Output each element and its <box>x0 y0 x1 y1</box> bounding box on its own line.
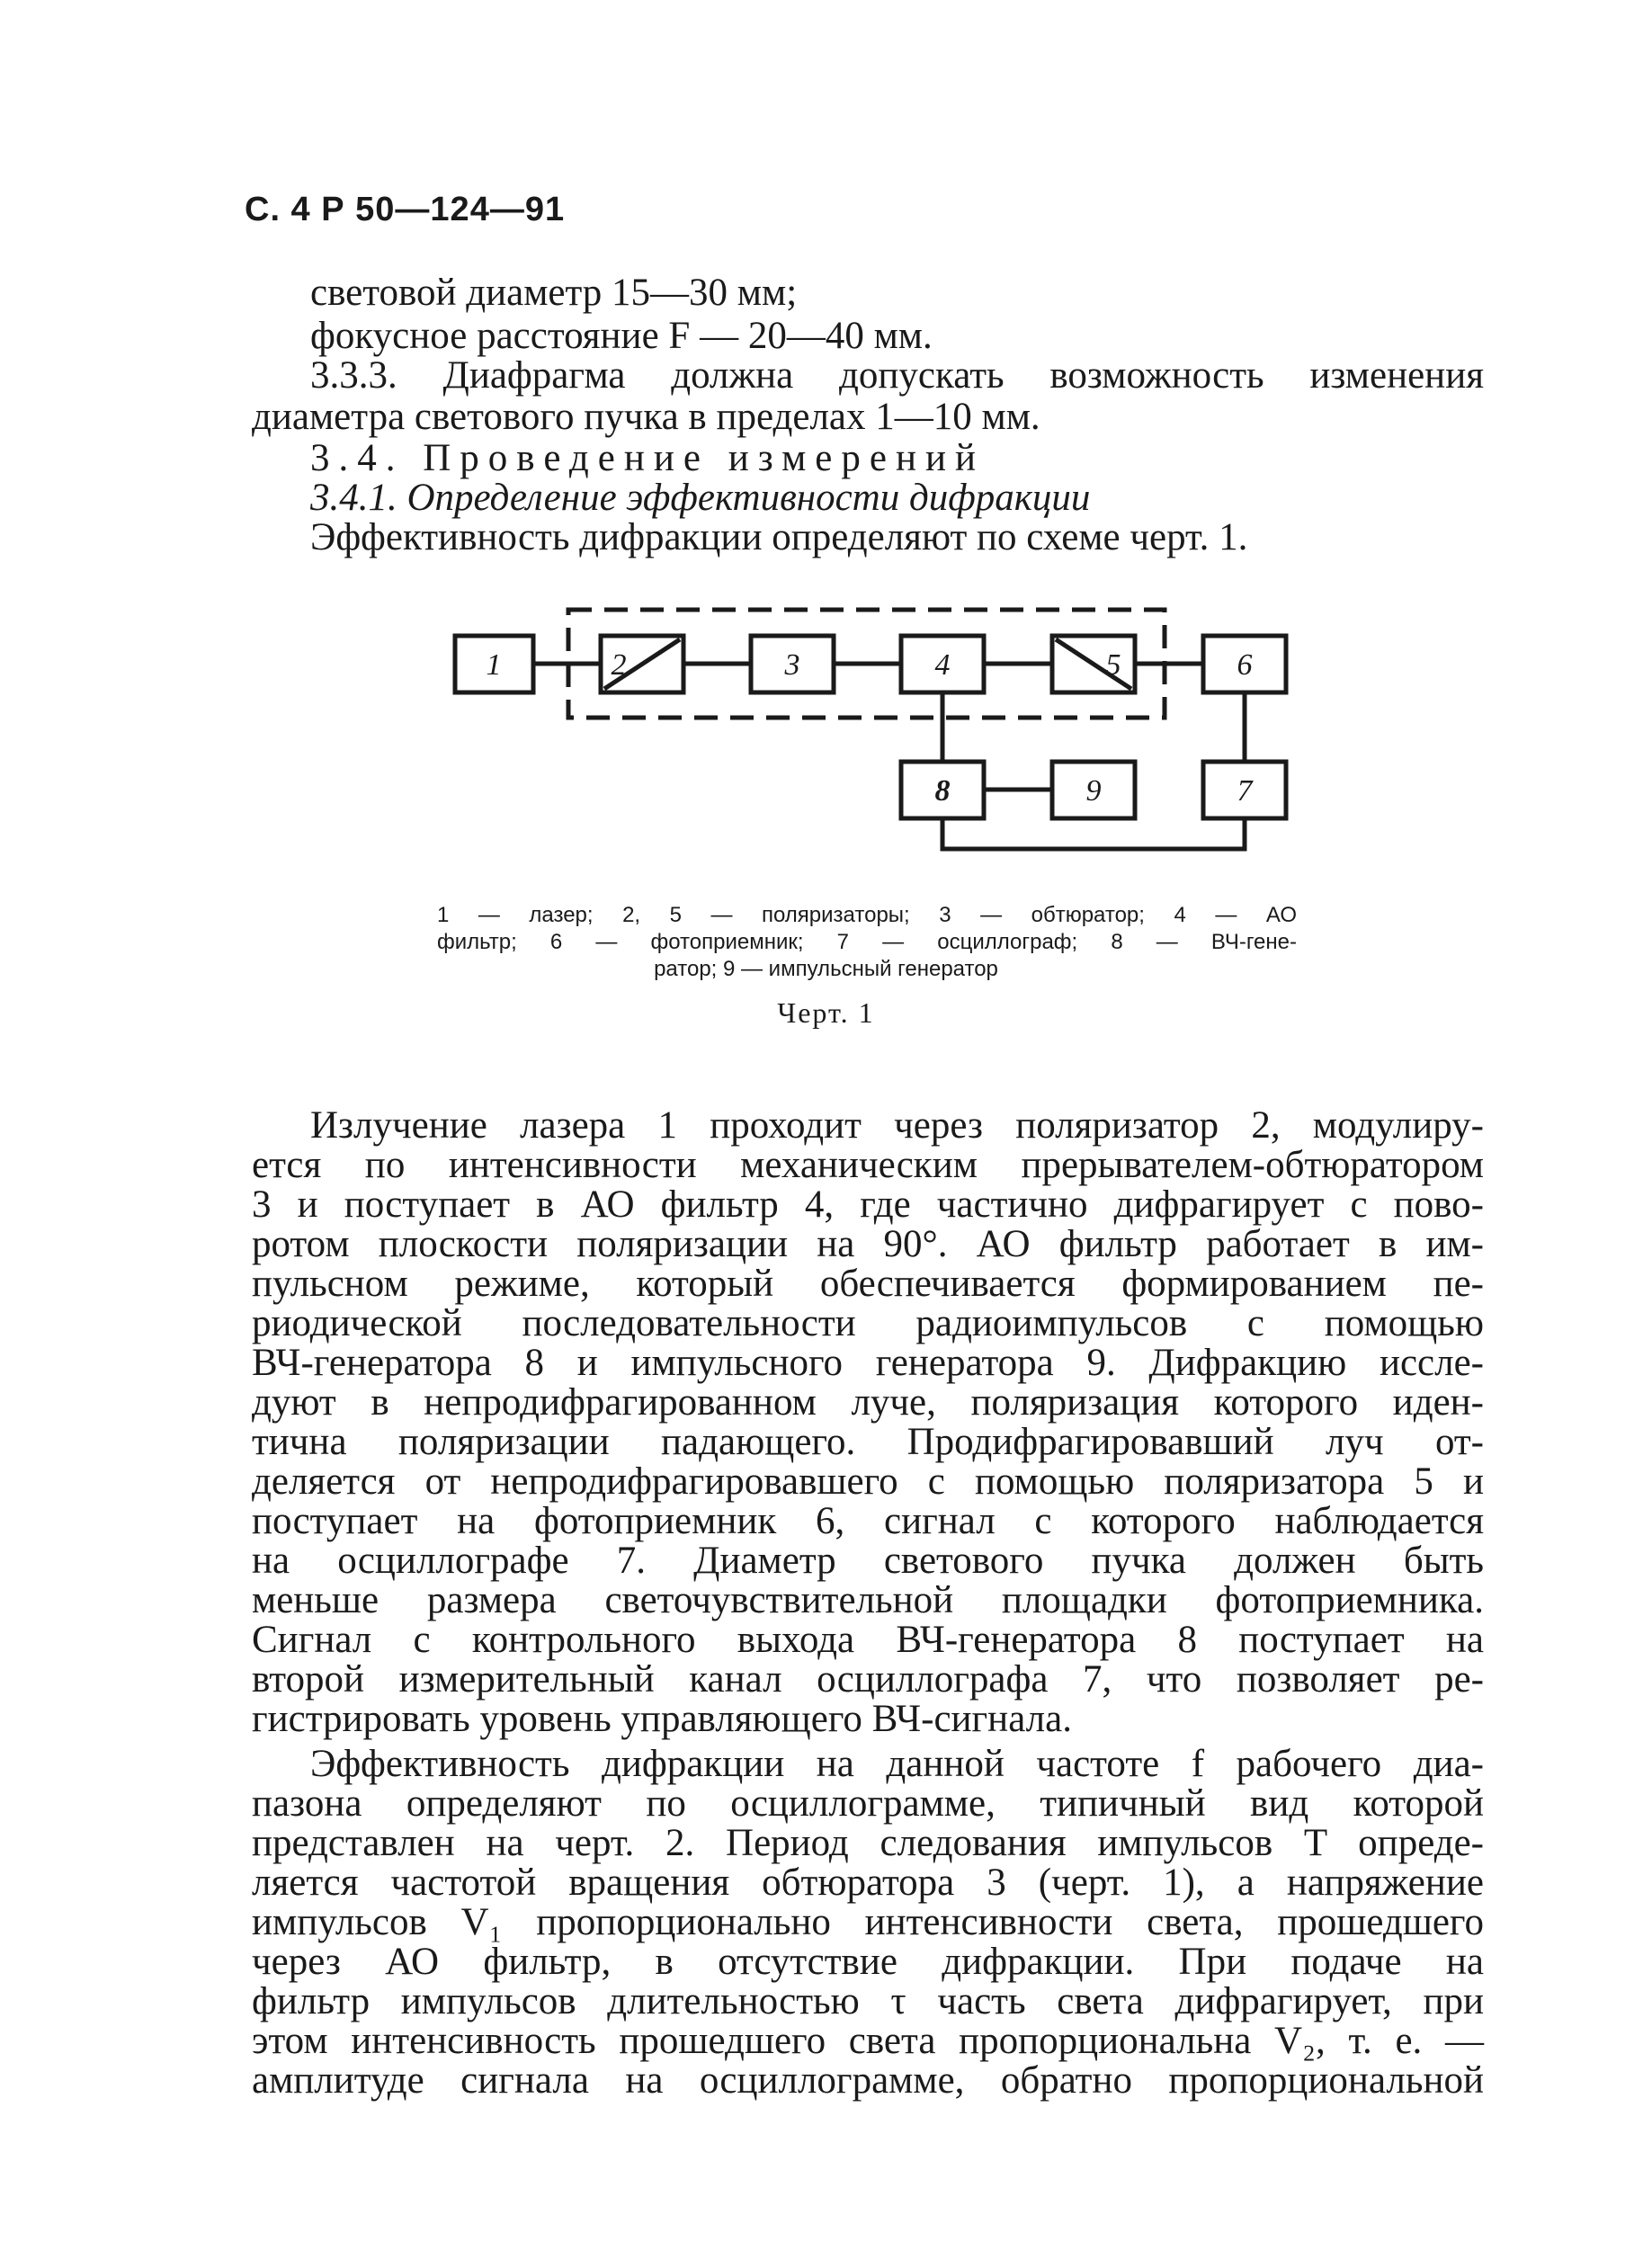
block-label: 1 <box>486 648 502 682</box>
block-label: 7 <box>1237 774 1253 808</box>
text-line: представлен на черт. 2. Период следования импульсов T опреде- <box>252 1822 1484 1864</box>
subsection-heading: 3.4.1. Определение эффективности дифракции <box>310 477 1091 519</box>
text-line: ротом плоскости поляризации на 90°. АО фильтр работает в им- <box>252 1223 1484 1265</box>
text-line: этом интенсивность прошедшего света пропорциональна V₂, т. е. — <box>252 2020 1484 2062</box>
block-label: 3 <box>784 648 800 682</box>
block-label: 9 <box>1085 774 1102 808</box>
text-line: ВЧ-генератора 8 и импульсного генератора 9. Дифракцию иссле- <box>252 1342 1484 1384</box>
figure-caption-line: 1 — лазер; 2, 5 — поляризаторы; 3 — обтюратор; 4 — АО <box>437 903 1297 927</box>
text-line: Эффективность дифракции определяют по схеме черт. 1. <box>310 516 1248 558</box>
block-label: 2 <box>611 648 627 682</box>
text-line: импульсов V₁ пропорционально интенсивности света, прошедшего <box>252 1901 1484 1943</box>
text-line: 3 и поступает в АО фильтр 4, где частично дифрагирует с пово- <box>252 1183 1484 1226</box>
text-line: фильтр импульсов длительностью τ часть света дифрагирует, при <box>252 1980 1484 2022</box>
block-label: 8 <box>934 774 951 808</box>
text-line: тична поляризации падающего. Продифрагировавший луч от- <box>252 1421 1484 1463</box>
text-line: деляется от непродифрагировавшего с помощью поляризатора 5 и <box>252 1460 1484 1503</box>
text-line: ляется частотой вращения обтюратора 3 (черт. 1), а напряжение <box>252 1862 1484 1904</box>
text-line: дуют в непродифрагированном луче, поляризация которого иден- <box>252 1381 1484 1424</box>
text-line: пазона определяют по осциллограмме, типичный вид которой <box>252 1782 1484 1825</box>
text-line: Излучение лазера 1 проходит через поляризатор 2, модулиру- <box>310 1104 1484 1147</box>
figure-caption-line: ратор; 9 — импульсный генератор <box>654 957 998 981</box>
text-line: через АО фильтр, в отсутствие дифракции. При подаче на <box>252 1941 1484 1983</box>
text-line: Эффективность дифракции на данной частоте f рабочего диа- <box>310 1743 1484 1785</box>
block-label: 4 <box>934 648 951 682</box>
text-line: меньше размера светочувствительной площадки фотоприемника. <box>252 1579 1484 1621</box>
text-line: фокусное расстояние F — 20—40 мм. <box>310 315 933 357</box>
text-line: риодической последовательности радиоимпульсов с помощью <box>252 1302 1484 1344</box>
text-line: поступает на фотоприемник 6, сигнал с которого наблюдается <box>252 1500 1484 1542</box>
text-line: пульсном режиме, который обеспечивается формированием пе- <box>252 1263 1484 1305</box>
figure-caption-line: фильтр; 6 — фотоприемник; 7 — осциллограф; 8 — ВЧ-гене- <box>437 930 1297 954</box>
text-line: диаметра светового пучка в пределах 1—10 мм. <box>252 396 1040 438</box>
text-line: гистрировать уровень управляющего ВЧ-сигнала. <box>252 1698 1072 1740</box>
text-line: световой диаметр 15—30 мм; <box>310 272 798 314</box>
figure-label: Черт. 1 <box>777 996 875 1029</box>
block-label: 6 <box>1237 648 1253 682</box>
block-label: 5 <box>1105 648 1121 682</box>
text-line: второй измерительный канал осциллографа 7, что позволяет ре- <box>252 1658 1484 1701</box>
text-line: Сигнал с контрольного выхода ВЧ-генератора 8 поступает на <box>252 1619 1484 1661</box>
page-header: С. 4 Р 50—124—91 <box>245 191 566 228</box>
text-line: амплитуде сигнала на осциллограмме, обратно пропорциональной <box>252 2059 1484 2102</box>
text-line: ется по интенсивности механическим прерывателем-обтюратором <box>252 1144 1484 1186</box>
text-line: 3.3.3. Диафрагма должна допускать возможность изменения <box>310 354 1484 397</box>
text-line: на осциллографе 7. Диаметр светового пучка должен быть <box>252 1540 1484 1582</box>
section-heading: 3.4. Проведение измерений <box>310 437 986 479</box>
